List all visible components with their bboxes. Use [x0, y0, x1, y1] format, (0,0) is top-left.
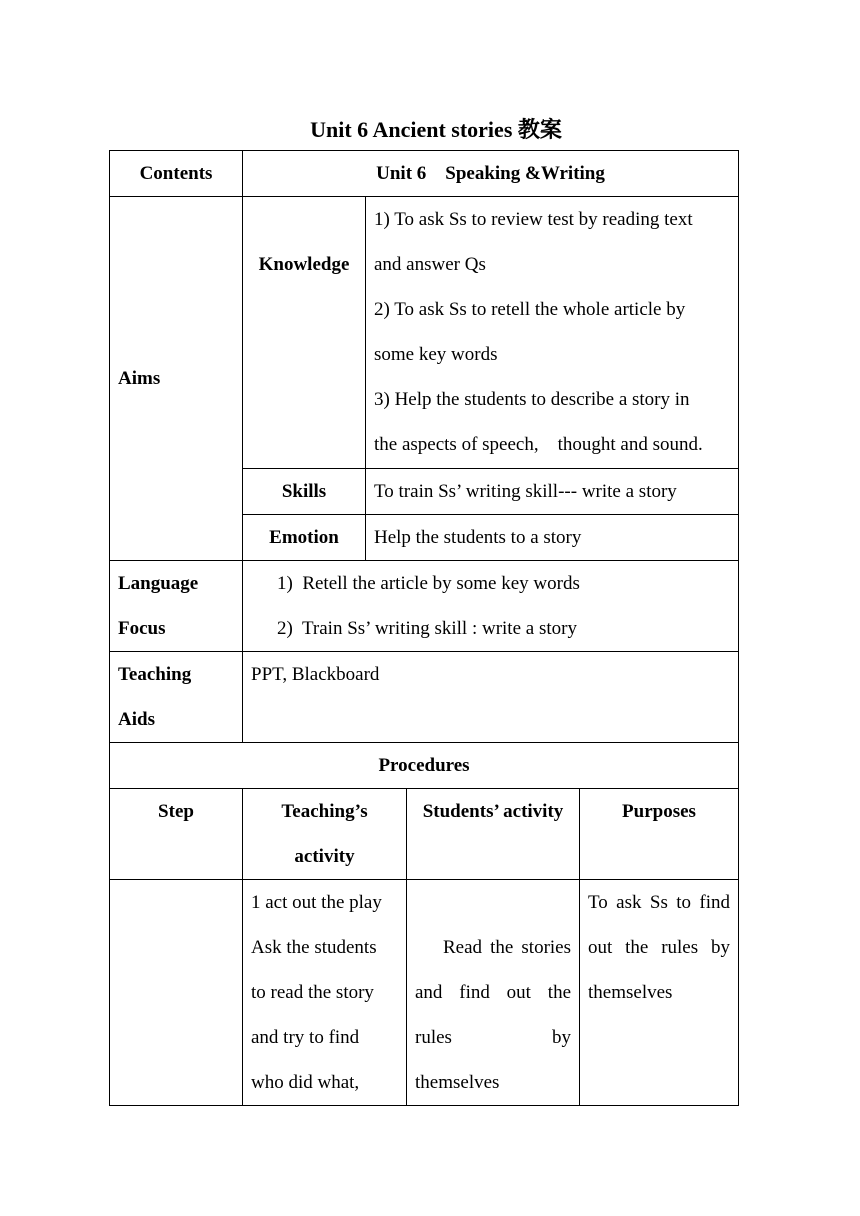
knowledge-line: the aspects of speech, thought and sound. — [374, 434, 703, 455]
language-focus-label: Language Focus — [110, 561, 243, 652]
aims-knowledge-row — [110, 197, 739, 469]
col-teaching-header: Teaching’s activity — [243, 789, 407, 880]
col-step-header: Step — [110, 789, 243, 880]
knowledge-content — [366, 197, 739, 469]
purposes-line: To ask Ss to find — [588, 892, 730, 913]
aims-label: Aims — [110, 197, 243, 561]
language-focus-item: 1) Retell the article by some key words — [277, 573, 580, 594]
teaching-line: and try to find — [251, 1027, 360, 1048]
document-title: Unit 6 Ancient stories 教案 — [310, 117, 562, 142]
language-focus-item: 2) Train Ss’ writing skill : write a story — [277, 618, 577, 639]
procedures-column-headers — [110, 789, 739, 880]
knowledge-label: Knowledge — [243, 197, 366, 469]
skills-value: To train Ss’ writing skill--- write a story — [366, 469, 739, 515]
language-focus-row — [110, 561, 739, 652]
knowledge-line: 1) To ask Ss to review test by reading text — [374, 209, 693, 230]
teaching-line: to read the story — [251, 982, 374, 1003]
col-purposes-header: Purposes — [580, 789, 739, 880]
teaching-aids-value: PPT, Blackboard — [243, 652, 739, 743]
purposes-line: out the rules by — [588, 937, 730, 958]
students-line: themselves — [415, 1072, 500, 1093]
contents-label: Contents — [110, 151, 243, 197]
knowledge-line: and answer Qs — [374, 254, 486, 275]
knowledge-line: 3) Help the students to describe a story in — [374, 389, 690, 410]
procedure-step-cell — [110, 880, 243, 1106]
teaching-aids-row — [110, 652, 739, 743]
teaching-line: 1 act out the play — [251, 892, 382, 913]
contents-value: Unit 6 Speaking &Writing — [243, 151, 739, 197]
skills-label: Skills — [243, 469, 366, 515]
contents-row — [110, 151, 739, 197]
emotion-label: Emotion — [243, 515, 366, 561]
procedure-students-cell — [407, 880, 580, 1106]
procedures-heading: Procedures — [110, 743, 739, 789]
col-students-header: Students’ activity — [407, 789, 580, 880]
procedure-teaching-cell — [243, 880, 407, 1106]
purposes-line: themselves — [588, 982, 673, 1003]
teaching-line: who did what, — [251, 1072, 360, 1093]
students-line — [415, 880, 571, 925]
procedure-row — [110, 880, 739, 1106]
procedure-purposes-cell — [580, 880, 739, 1106]
procedures-heading-row — [110, 743, 739, 789]
emotion-value: Help the students to a story — [366, 515, 739, 561]
language-focus-items — [243, 561, 739, 652]
knowledge-line: 2) To ask Ss to retell the whole article by — [374, 299, 686, 320]
teaching-aids-label: Teaching Aids — [110, 652, 243, 743]
students-line: Read the stories — [443, 937, 571, 958]
students-line: rules by — [415, 1027, 571, 1048]
lesson-plan-table — [109, 150, 739, 1106]
teaching-line: Ask the students — [251, 937, 377, 958]
students-line: and find out the — [415, 982, 571, 1003]
knowledge-line: some key words — [374, 344, 498, 365]
